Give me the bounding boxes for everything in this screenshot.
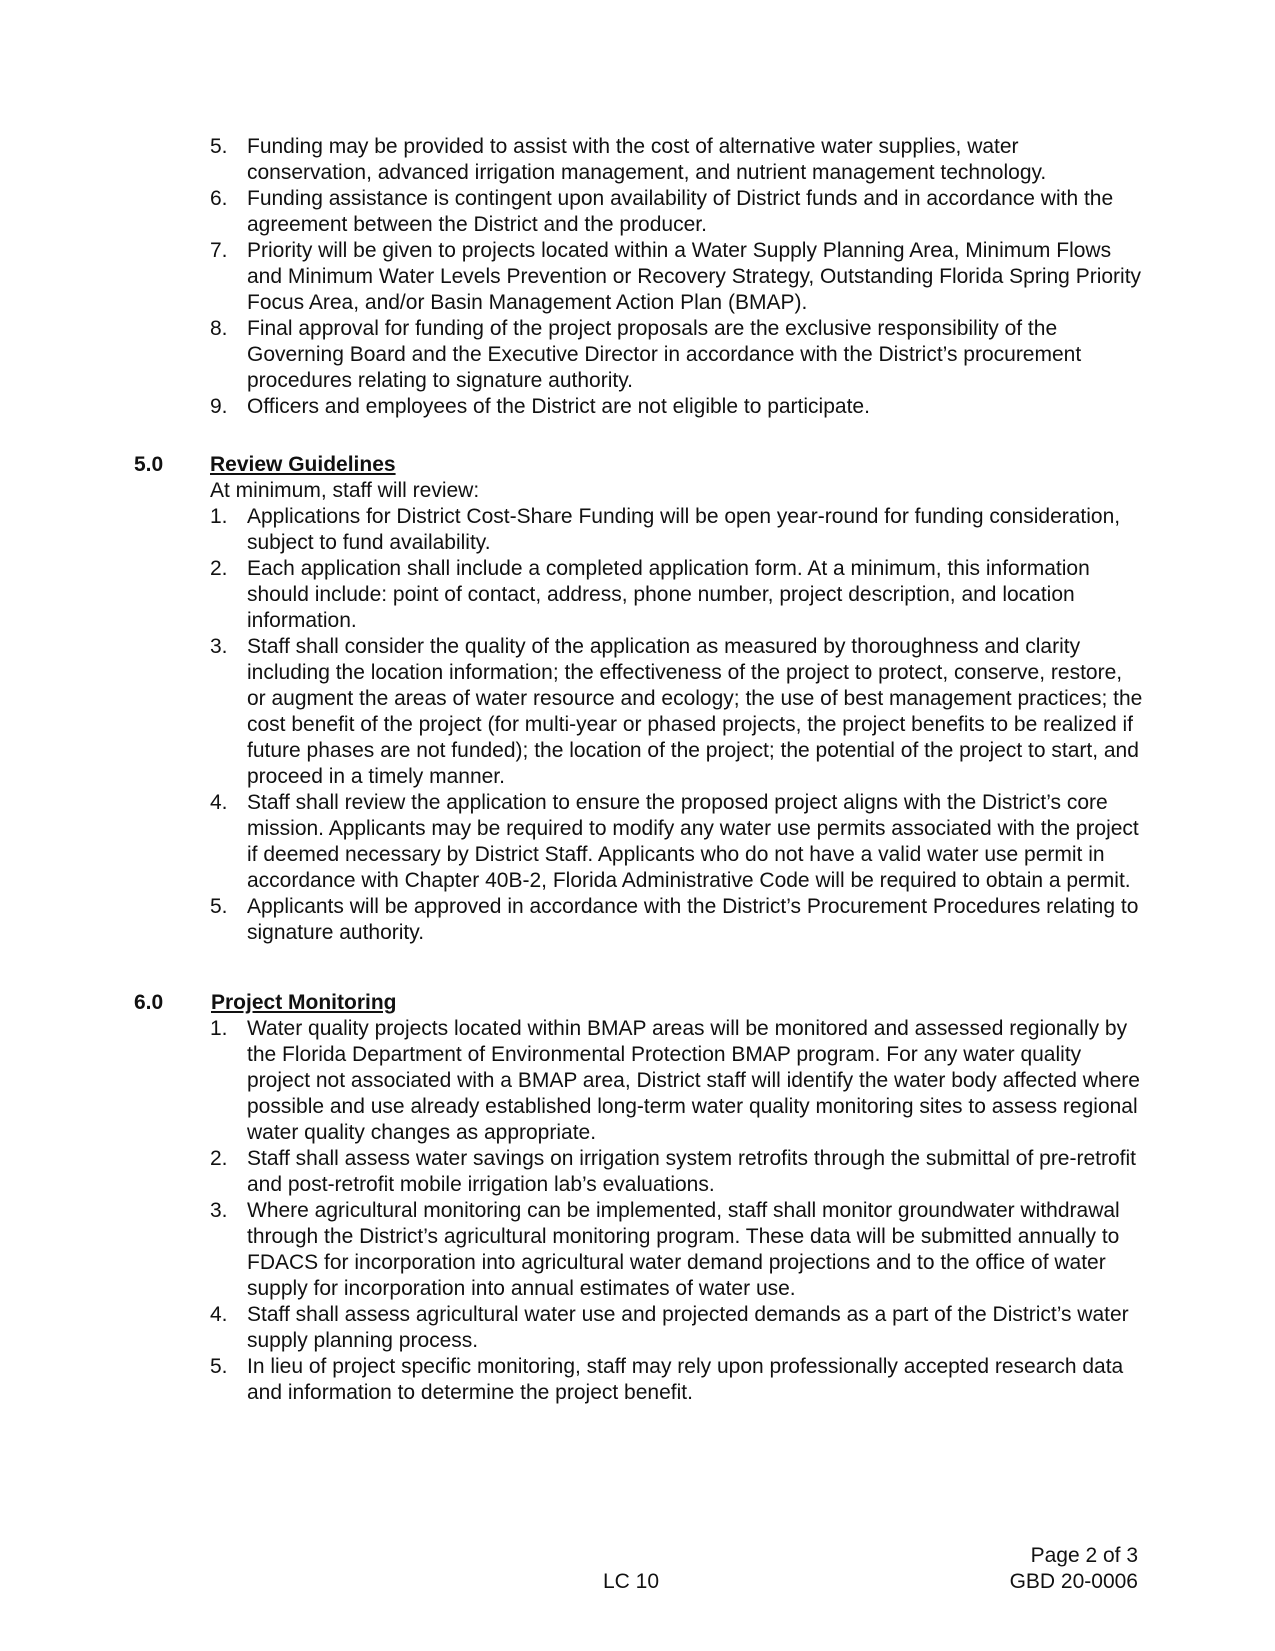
- section-6-title: Project Monitoring: [211, 991, 397, 1014]
- list-item: [210, 504, 1145, 556]
- list-item-number: 8.: [210, 317, 228, 340]
- list-item-number: 4.: [210, 1303, 228, 1326]
- list-item-number: 2.: [210, 1147, 228, 1170]
- list-item: [210, 556, 1145, 634]
- list-item: [210, 134, 1145, 186]
- review-guidelines-list: [210, 504, 1145, 946]
- list-item-text: Funding assistance is contingent upon availability of District funds and in accordance with the agreement between the District and the producer.: [247, 187, 1114, 236]
- section-5-intro: At minimum, staff will review:: [210, 479, 480, 502]
- list-item-number: 5.: [210, 1355, 228, 1378]
- list-item-text: Staff shall review the application to ensure the proposed project aligns with the District’s core mission. Applicants may be required to modify any water use permits associated with the project if deemed necessary by District Staff. Applicants who do not have a valid water use permit in accordance with Chapter 40B-2, Florida Administrative Code will be required to obtain a permit.: [247, 791, 1139, 892]
- list-item-number: 2.: [210, 557, 228, 580]
- list-item-text: Each application shall include a completed application form. At a minimum, this information should include: point of contact, address, phone number, project description, and location information.: [247, 557, 1090, 632]
- list-item-text: Priority will be given to projects located within a Water Supply Planning Area, Minimum Flows and Minimum Water Levels Prevention or Recovery Strategy, Outstanding Florida Spring Priority Focus Area, and/or Basin Management Action Plan (BMAP).: [247, 239, 1142, 314]
- project-monitoring-list: [210, 1016, 1145, 1406]
- footer-code: LC 10: [603, 1570, 660, 1593]
- list-item-text: Final approval for funding of the project proposals are the exclusive responsibility of the Governing Board and the Executive Director in accordance with the District’s procurement procedures relating to signature authority.: [247, 317, 1082, 392]
- list-item-number: 3.: [210, 635, 228, 658]
- list-item-text: Staff shall assess water savings on irrigation system retrofits through the submittal of pre-retrofit and post-retrofit mobile irrigation lab’s evaluations.: [247, 1147, 1136, 1196]
- list-item-number: 4.: [210, 791, 228, 814]
- list-item-text: Applicants will be approved in accordance with the District’s Procurement Procedures relating to signature authority.: [247, 895, 1139, 944]
- list-item-text: Staff shall consider the quality of the application as measured by thoroughness and clarity including the location information; the effectiveness of the project to protect, conserve, restore, or augment the areas of water resource and ecology; the use of best management practices; the cost benefit of the project (for multi-year or phased projects, the project benefits to be realized if future phases are not funded); the location of the project; the potential of the project to start, and proceed in a timely manner.: [247, 635, 1143, 788]
- list-item: [210, 238, 1145, 316]
- section-6-number: 6.0: [134, 991, 164, 1014]
- list-item-text: Water quality projects located within BMAP areas will be monitored and assessed regionally by the Florida Department of Environmental Protection BMAP program. For any water quality project not associated with a BMAP area, District staff will identify the water body affected where possible and use already established long-term water quality monitoring sites to assess regional water quality changes as appropriate.: [247, 1017, 1140, 1144]
- list-item-number: 3.: [210, 1199, 228, 1222]
- footer-page-info: [1010, 1543, 1138, 1595]
- list-item: [210, 1146, 1145, 1198]
- list-item: [210, 186, 1145, 238]
- list-item-text: Applications for District Cost-Share Funding will be open year-round for funding consideration, subject to fund availability.: [247, 505, 1121, 554]
- list-item: [210, 1198, 1145, 1302]
- list-item: [210, 1354, 1145, 1406]
- list-item-text: Where agricultural monitoring can be implemented, staff shall monitor groundwater withdrawal through the District’s agricultural monitoring program. These data will be submitted annually to FDACS for incorporation into agricultural water demand projections and to the office of water supply for incorporation into annual estimates of water use.: [247, 1199, 1120, 1300]
- list-item: [210, 894, 1145, 946]
- list-item: [210, 316, 1145, 394]
- list-item-text: Staff shall assess agricultural water use and projected demands as a part of the District’s water supply planning process.: [247, 1303, 1129, 1352]
- list-item-number: 6.: [210, 187, 228, 210]
- page-number: Page 2 of 3: [1030, 1544, 1138, 1567]
- list-item: [210, 634, 1145, 790]
- list-item: [210, 394, 1145, 420]
- document-id: GBD 20-0006: [1009, 1570, 1138, 1593]
- list-item-number: 1.: [210, 505, 228, 528]
- list-item-text: Funding may be provided to assist with the cost of alternative water supplies, water conservation, advanced irrigation management, and nutrient management technology.: [247, 135, 1047, 184]
- list-item: [210, 1302, 1145, 1354]
- list-item-number: 5.: [210, 135, 228, 158]
- list-item-number: 9.: [210, 395, 228, 418]
- section-5-title: Review Guidelines: [210, 453, 396, 476]
- list-item: [210, 1016, 1145, 1146]
- list-item-number: 1.: [210, 1017, 228, 1040]
- list-item-text: Officers and employees of the District are not eligible to participate.: [247, 395, 870, 418]
- list-item: [210, 790, 1145, 894]
- section-5-number: 5.0: [134, 453, 164, 476]
- list-item-text: In lieu of project specific monitoring, staff may rely upon professionally accepted research data and information to determine the project benefit.: [247, 1355, 1124, 1404]
- list-item-number: 7.: [210, 239, 228, 262]
- funding-criteria-list: [210, 134, 1145, 420]
- list-item-number: 5.: [210, 895, 228, 918]
